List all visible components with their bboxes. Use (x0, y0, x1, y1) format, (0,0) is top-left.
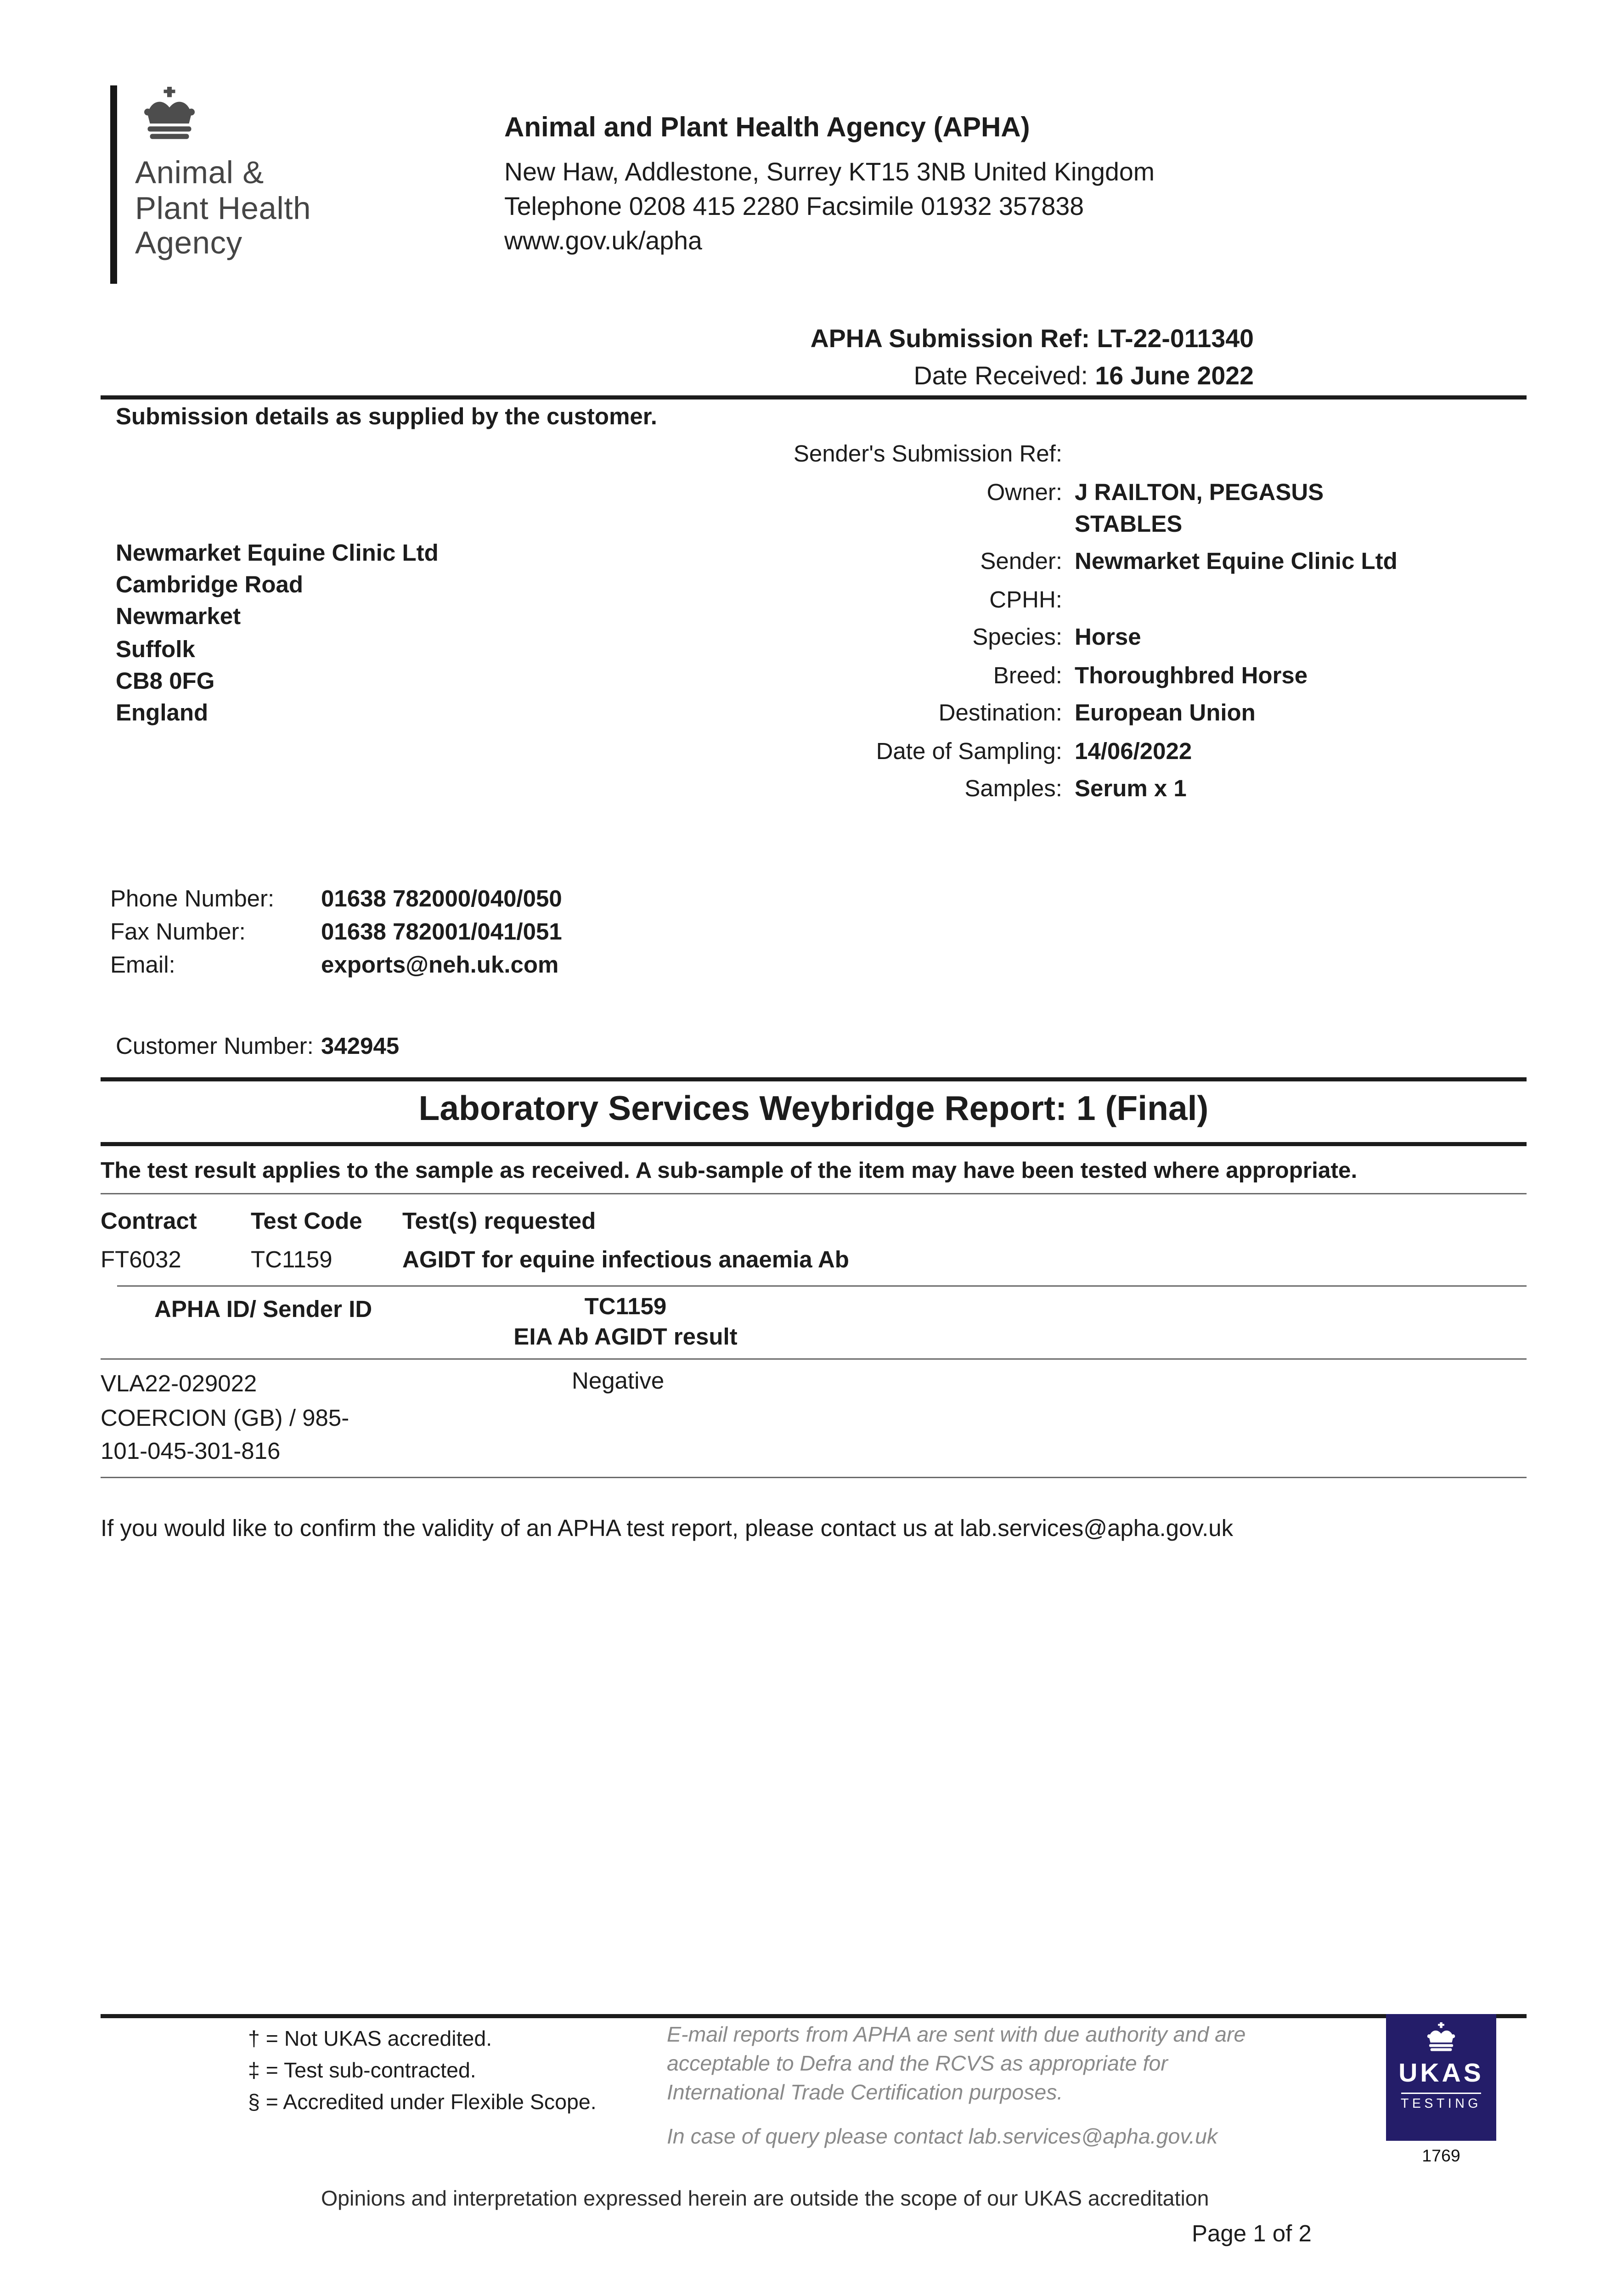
contact-block (110, 883, 562, 982)
field-label: Species: (972, 624, 1062, 650)
customer-number-label: Customer Number: (116, 1033, 314, 1059)
agency-website: www.gov.uk/apha (504, 226, 702, 255)
results-header-test (460, 1292, 791, 1353)
contact-label: Fax Number: (110, 919, 246, 945)
field-label: Sender's Submission Ref: (793, 441, 1062, 467)
logo-line-2: Plant Health (135, 189, 311, 225)
footnote: ‡ = Test sub-contracted. (248, 2060, 476, 2083)
date-received-value: 16 June 2022 (1095, 361, 1254, 390)
customer-number-row (116, 1030, 399, 1064)
field-label: Samples: (964, 776, 1062, 802)
result-id-line: 101-045-301-816 (101, 1438, 281, 1464)
customer-address-line: Suffolk (116, 636, 195, 662)
submission-ref-block (772, 320, 1254, 394)
contact-row (110, 949, 562, 982)
field-row (661, 438, 1488, 470)
test-contract: FT6032 (101, 1247, 181, 1273)
results-header-test-code: TC1159 (584, 1294, 667, 1320)
report-disclaimer: The test result applies to the sample as received. A sub-sample of the item may have been tested where appropriate. (101, 1159, 1358, 1183)
ukas-wordmark: UKAS (1398, 2060, 1484, 2088)
result-sample-id (101, 1368, 349, 1469)
customer-address-line: Cambridge Road (116, 572, 304, 598)
result-id-line: VLA22-029022 (101, 1371, 257, 1397)
agency-address-line: New Haw, Addlestone, Surrey KT15 3NB United Kingdom (504, 157, 1155, 186)
field-value: Serum x 1 (1075, 776, 1187, 802)
report-title: Laboratory Services Weybridge Report: 1 (Final) (418, 1090, 1209, 1128)
tests-header-requested: Test(s) requested (402, 1208, 596, 1234)
ukas-type: TESTING (1400, 2097, 1482, 2112)
submission-fields (661, 438, 1488, 811)
test-requested: AGIDT for equine infectious anaemia Ab (402, 1247, 849, 1273)
field-label: Owner: (986, 478, 1062, 505)
divider (101, 1477, 1527, 1479)
result-id-line: COERCION (GB) / 985- (101, 1404, 349, 1431)
contact-value: 01638 782000/040/050 (321, 886, 562, 912)
submission-ref-value: LT-22-011340 (1097, 324, 1254, 353)
field-value: 14/06/2022 (1075, 737, 1192, 764)
divider (101, 1193, 1527, 1195)
agency-title: Animal and Plant Health Agency (APHA) (504, 113, 1030, 143)
ukas-number: 1769 (1422, 2146, 1460, 2166)
field-row (661, 697, 1488, 729)
results-header-id: APHA ID/ Sender ID (154, 1296, 372, 1322)
submission-ref-label: APHA Submission Ref: (810, 324, 1090, 353)
field-row (661, 773, 1488, 805)
footnote: § = Accredited under Flexible Scope. (248, 2091, 597, 2115)
field-label: Destination: (938, 700, 1062, 726)
divider (117, 1285, 1527, 1287)
logo-line-3: Agency (135, 225, 242, 260)
ukas-divider (1401, 2093, 1481, 2094)
field-row (661, 659, 1488, 691)
crown-icon (135, 85, 311, 150)
validity-note: If you would like to confirm the validity of an APHA test report, please contact us at lab.services@apha.gov.uk (101, 1515, 1234, 1542)
submission-section-title: Submission details as supplied by the customer. (116, 404, 657, 430)
customer-number-value: 342945 (321, 1033, 400, 1059)
customer-address-line: England (116, 700, 209, 726)
customer-address (116, 537, 439, 729)
contact-row (110, 883, 562, 916)
footnotes (248, 2024, 597, 2119)
contact-value: 01638 782001/041/051 (321, 919, 562, 945)
contact-label: Email: (110, 952, 175, 978)
field-label: Breed: (993, 662, 1062, 688)
field-value: European Union (1075, 700, 1256, 726)
footnote: † = Not UKAS accredited. (248, 2028, 492, 2051)
tests-header-contract: Contract (101, 1208, 197, 1234)
results-header-test-name: EIA Ab AGIDT result (513, 1324, 738, 1350)
opinions-note: Opinions and interpretation expressed herein are outside the scope of our UKAS accreditation (321, 2188, 1209, 2211)
apha-logo (110, 85, 311, 284)
divider (101, 1358, 1527, 1360)
divider (101, 1142, 1527, 1146)
date-received-label: Date Received: (913, 361, 1088, 390)
ukas-logo (1386, 2014, 1496, 2141)
logo-bar (110, 85, 117, 284)
field-row (661, 546, 1488, 577)
divider (101, 395, 1527, 399)
field-value: J RAILTON, PEGASUS STABLES (1075, 478, 1324, 537)
field-row (661, 476, 1488, 540)
footer-query-note: In case of query please contact lab.services@apha.gov.uk (667, 2126, 1218, 2149)
customer-address-line: Newmarket Equine Clinic Ltd (116, 540, 439, 566)
footer-email-note-block (667, 2021, 1290, 2152)
agency-address-line: Telephone 0208 415 2280 Facsimile 01932 357838 (504, 191, 1084, 220)
field-label: Sender: (980, 548, 1062, 574)
field-value: Thoroughbred Horse (1075, 662, 1308, 688)
footer-email-note: E-mail reports from APHA are sent with due authority and are acceptable to Defra and the RCVS as appropriate for International Trade Certification purposes. (667, 2024, 1246, 2105)
customer-address-line: Newmarket (116, 604, 241, 630)
agency-header (504, 113, 1155, 258)
contact-label: Phone Number: (110, 886, 275, 912)
field-row (661, 621, 1488, 653)
test-code: TC1159 (251, 1247, 332, 1273)
result-value: Negative (572, 1368, 665, 1394)
field-value: Newmarket Equine Clinic Ltd (1075, 548, 1398, 574)
field-row (661, 735, 1488, 767)
logo-line-1: Animal & (135, 154, 264, 190)
page-number: Page 1 of 2 (1192, 2221, 1312, 2247)
divider (101, 1077, 1527, 1081)
divider (101, 2014, 1527, 2018)
tests-header-test-code: Test Code (251, 1208, 362, 1234)
field-row (661, 584, 1488, 615)
ukas-mark (1386, 2014, 1496, 2166)
field-value: Horse (1075, 624, 1141, 650)
customer-address-line: CB8 0FG (116, 668, 215, 694)
field-label: Date of Sampling: (876, 737, 1062, 764)
contact-value: exports@neh.uk.com (321, 952, 559, 978)
contact-row (110, 916, 562, 949)
field-label: CPHH: (989, 586, 1062, 613)
ukas-crown-icon (1422, 2022, 1460, 2060)
